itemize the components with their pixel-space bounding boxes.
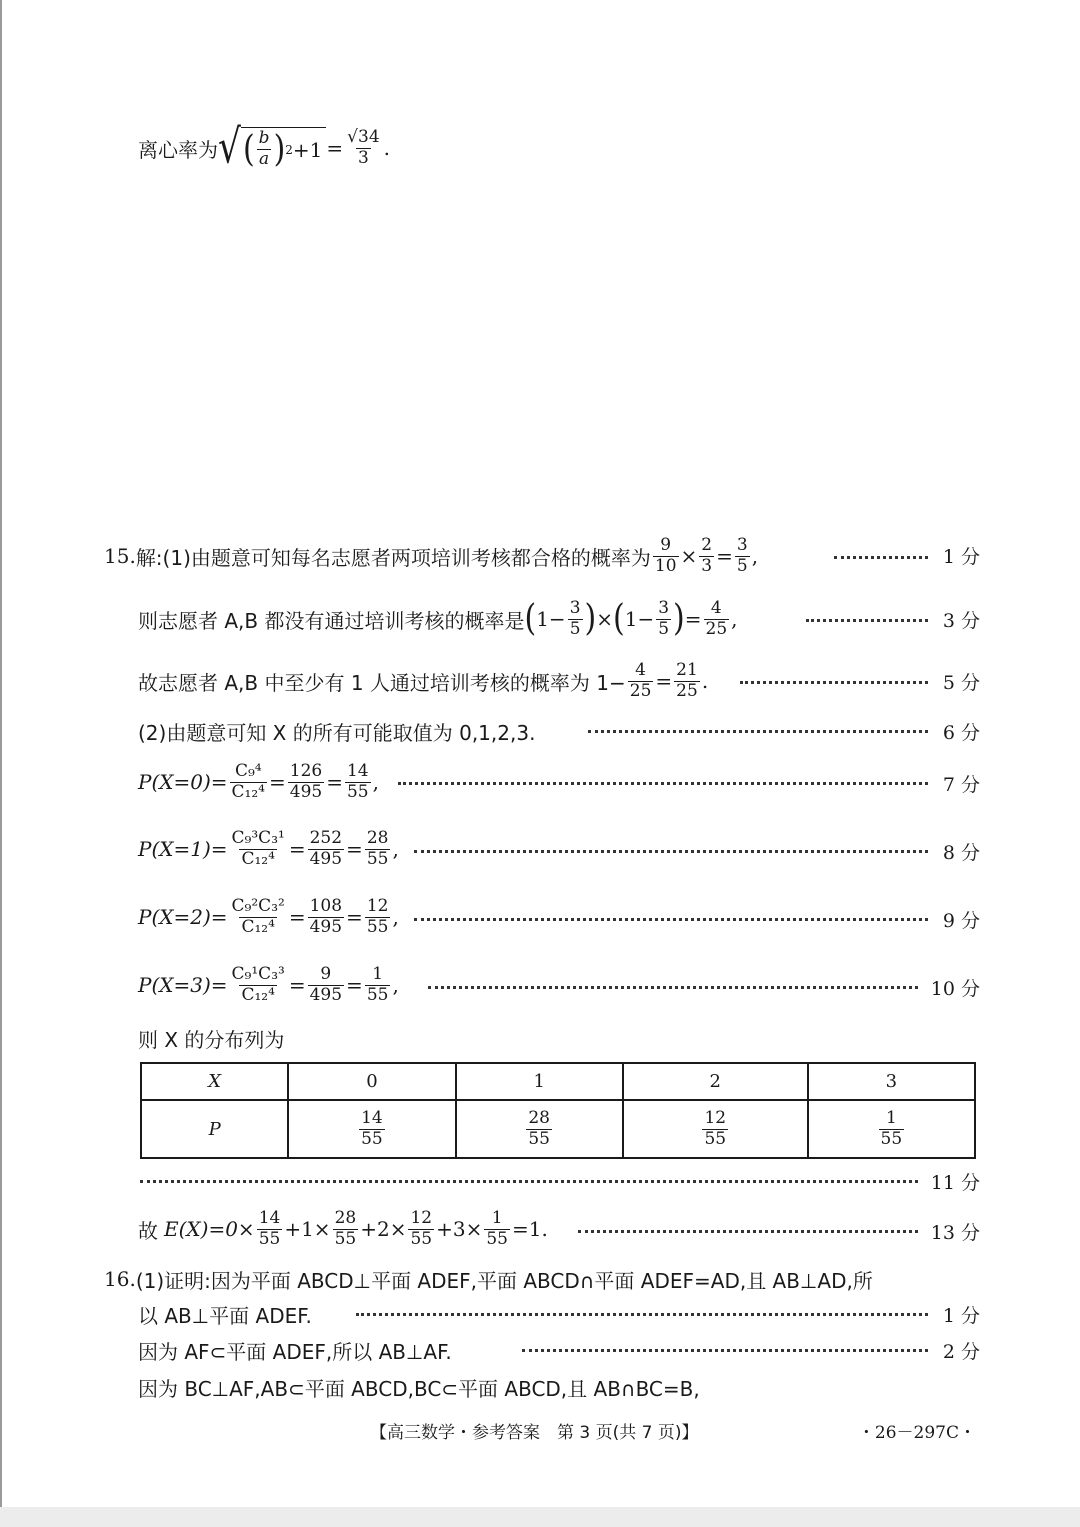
eccentricity-label: 离心率为 [138,137,218,162]
q16-line-2 [138,1299,312,1329]
score-mark: 2 分 [942,1341,980,1363]
comb-num: C₉⁴ [234,760,262,781]
prob-label: P(X=2)= [138,905,228,929]
prob-label: P(X=0)= [138,770,228,794]
table-row-label: P [141,1100,288,1158]
leader-dots [806,619,928,622]
sqrt-expression: ( $\frac{b}{a}$ ) 2 +1 [241,127,326,169]
q15-number: 15. [104,544,136,568]
q16-number: 16. [104,1267,136,1291]
q16-line-1 [104,1264,873,1294]
footer-page-info: 【高三数学・参考答案 第 3 页(共 7 页)】 [370,1423,699,1443]
table-cell: $\frac{28}{55}$ [456,1100,623,1158]
leader-dots [428,986,918,989]
eccentricity-result-num: √34 [347,126,380,147]
res-num: 14 [346,760,369,781]
leader-dots [398,782,928,785]
q16-text-1: (1)证明:因为平面 ABCD⊥平面 ADEF,平面 ABCD∩平面 ADEF=AD,且 AB⊥AD,所 [135,1268,873,1293]
comb-num: C₉²C₃² [231,895,285,916]
leader-dots [740,681,928,684]
table-header-cell: 0 [288,1063,455,1100]
score-mark: 8 分 [942,842,980,864]
sqrt-sign: √ [218,120,241,174]
mid-den: 495 [309,848,343,869]
q16-text-4: 因为 BC⊥AF,AB⊂平面 ABCD,BC⊂平面 ABCD,且 AB∩BC=B, [138,1376,700,1401]
distribution-table [140,1062,976,1159]
mid-num: 108 [309,895,343,916]
dist-intro: 则 X 的分布列为 [138,1027,285,1052]
prob-line-3: P(X=3)= $\frac{\text{C₉¹C₃³}}{\text{C₁₂⁴}}$ = $\frac{9}{495}$ = $\frac{1}{55}$ , [138,963,399,1005]
comb-den: C₁₂⁴ [241,984,275,1005]
comb-den: C₁₂⁴ [241,848,275,869]
page-left-edge [0,0,2,1527]
table-row [141,1100,975,1158]
leader-dots [414,918,928,921]
table-row [141,1063,975,1100]
expectation-label: E(X)=0× [164,1217,255,1241]
prob-line-0: P(X=0)= $\frac{\text{C₉⁴}}{\text{C₁₂⁴}}$ = $\frac{126}{495}$ = $\frac{14}{55}$ , [138,760,379,802]
comb-den: C₁₂⁴ [231,781,265,802]
prob-label: P(X=3)= [138,973,228,997]
mid-den: 495 [289,781,323,802]
comb-num: C₉¹C₃³ [231,963,285,984]
prob-line-2: P(X=2)= $\frac{\text{C₉²C₃²}}{\text{C₁₂⁴}}$ = $\frac{108}{495}$ = $\frac{12}{55}$ , [138,895,399,937]
q16-line-3 [138,1335,452,1365]
res-den: 55 [366,848,389,869]
q15-line-3: 故志愿者 A,B 中至少有 1 人通过培训考核的概率为 1− $\frac{4}{25}$ = $\frac{21}{25}$ . [138,659,709,701]
mid-num: 252 [309,827,343,848]
prob-line-1: P(X=1)= $\frac{\text{C₉³C₃¹}}{\text{C₁₂⁴}}$ = $\frac{252}{495}$ = $\frac{28}{55}$ , [138,827,399,869]
table-header-cell: 3 [808,1063,975,1100]
leader-dots [578,1230,918,1233]
q16-text-3: 因为 AF⊂平面 ADEF,所以 AB⊥AF. [138,1339,452,1364]
eccentricity-result-den: 3 [357,147,369,168]
expectation-result: =1. [512,1217,548,1241]
q15-line2-text: 则志愿者 A,B 都没有通过培训考核的概率是 [138,608,525,633]
table-cell: $\frac{14}{55}$ [288,1100,455,1158]
table-header-cell: 2 [623,1063,808,1100]
leader-dots [522,1349,928,1352]
score-mark: 7 分 [942,774,980,796]
q16-line-4 [138,1372,700,1402]
score-mark: 6 分 [942,722,980,744]
q15-line-1: 15. 解:(1)由题意可知每名志愿者两项培训考核都合格的概率为 $\frac{9}{10}$ × $\frac{2}{3}$ = $\frac{3}{5}$ , [104,534,759,576]
table-cell: $\frac{12}{55}$ [623,1100,808,1158]
q15-part2-line [138,716,535,746]
q15-part2-text: (2)由题意可知 X 的所有可能取值为 0,1,2,3. [138,720,536,745]
score-mark: 9 分 [942,910,980,932]
score-mark: 11 分 [930,1172,980,1194]
comb-num: C₉³C₃¹ [231,827,285,848]
score-mark: 1 分 [942,1305,980,1327]
mid-num: 126 [289,760,323,781]
leader-dots [588,730,928,733]
res-den: 55 [366,916,389,937]
expectation-prefix: 故 [138,1218,158,1243]
q16-text-2: 以 AB⊥平面 ADEF. [138,1303,312,1328]
expectation-line: 故 E(X)=0× $\frac{14}{55}$ +1× $\frac{28}{55}$ +2× $\frac{12}{55}$ +3× $\frac{1}{55}$ =1. [138,1207,548,1249]
q15-line3-text: 故志愿者 A,B 中至少有 1 人通过培训考核的概率为 1− [138,670,626,695]
mid-den: 495 [309,984,343,1005]
table-header-cell: X [141,1063,288,1100]
score-mark: 5 分 [942,672,980,694]
mid-num: 9 [320,963,332,984]
table-header-cell: 1 [456,1063,623,1100]
res-num: 28 [366,827,389,848]
q15-line-2: 则志愿者 A,B 都没有通过培训考核的概率是 ( 1− $\frac{3}{5}$ ) × ( 1− $\frac{3}{5}$ ) = $\frac{4}{25}$ , [138,597,738,640]
prob-label: P(X=1)= [138,837,228,861]
score-mark: 1 分 [942,546,980,568]
comb-den: C₁₂⁴ [241,916,275,937]
footer-code: ・26－297C・ [857,1423,976,1443]
leader-dots [356,1313,928,1316]
leader-dots [414,850,928,853]
eccentricity-line: 离心率为 √ ( $\frac{b}{a}$ ) 2 +1 = $\frac{√34}{3}$ . [138,120,390,174]
mid-den: 495 [309,916,343,937]
res-num: 1 [372,963,384,984]
res-den: 55 [346,781,369,802]
dist-intro-line [138,1023,284,1053]
leader-dots [834,556,928,559]
score-mark: 13 分 [930,1222,980,1244]
page-bottom-edge [0,1507,1080,1527]
table-cell: $\frac{1}{55}$ [808,1100,975,1158]
leader-dots [140,1180,918,1183]
score-mark: 3 分 [942,610,980,632]
score-mark: 10 分 [930,978,980,1000]
res-num: 12 [366,895,389,916]
res-den: 55 [366,984,389,1005]
q15-part1-intro: 解:(1)由题意可知每名志愿者两项培训考核都合格的概率为 [135,545,651,570]
